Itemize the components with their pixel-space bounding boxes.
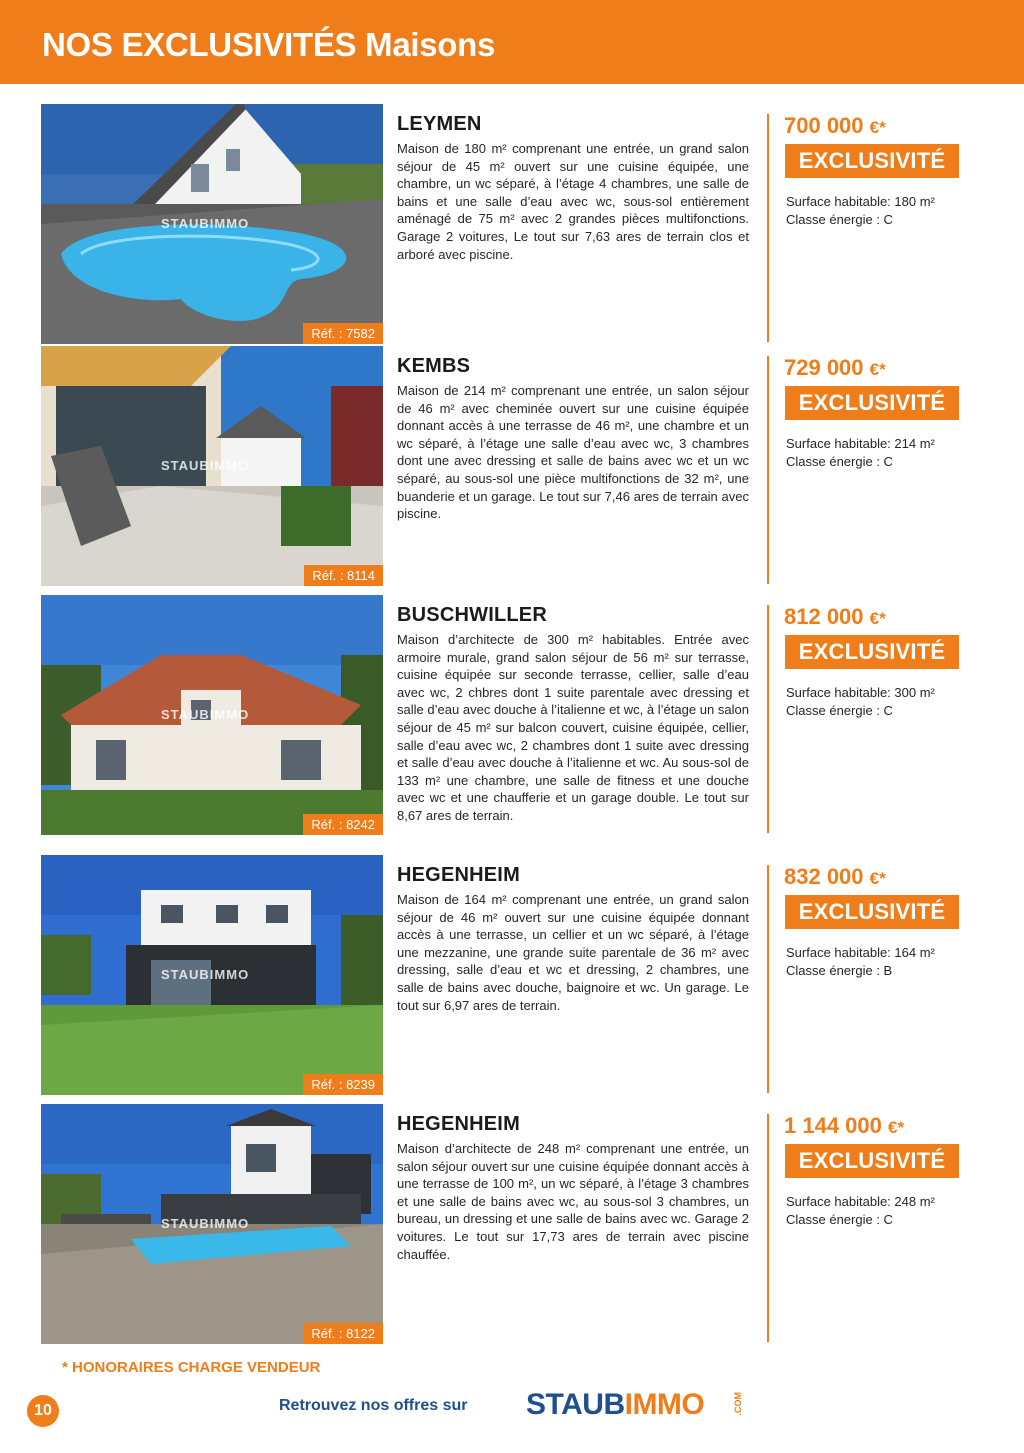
listing-city: BUSCHWILLER bbox=[397, 604, 547, 626]
price-currency: €* bbox=[869, 360, 886, 379]
reference-badge: Réf. : 8114 bbox=[304, 565, 383, 586]
listing-description: Maison de 180 m² comprenant une entrée, un grand salon séjour de 45 m² ouvert sur une cuisine équipée, une chambre, un wc séparé, à l’étage 4 chambres, une salle de bains et une salle d’eau avec wc, sous-sol entièrement aménagé de 75 m² avec 2 grandes pièces multifonctions. Garage 2 voitures, Le tout sur 7,63 ares de terrain clos et arboré avec piscine. bbox=[397, 141, 749, 262]
price-value: 729 000 bbox=[784, 355, 864, 380]
photo-watermark: STAUBIMMO bbox=[161, 458, 250, 473]
listing-description: Maison de 164 m² comprenant une entrée, un grand salon séjour de 46 m² ouvert sur une cuisine équipée donnant accès à une terrasse, un cellier et un wc séparé, à l’étage une mezzanine, une grande suite parentale de 36 m² avec dressing, salle d’eau et wc et dressing, 2 chambres, une salle de bains avec douche, baignoire et wc. Un garage. Le tout sur 6,97 ares de terrain. bbox=[397, 892, 749, 1013]
photo-watermark: STAUBIMMO bbox=[161, 967, 250, 982]
price-currency: €* bbox=[888, 1118, 905, 1137]
listing-specs bbox=[786, 684, 935, 720]
photo-watermark: STAUBIMMO bbox=[161, 707, 250, 722]
surface-label: Surface habitable: 180 m² bbox=[786, 194, 935, 209]
listing-text bbox=[397, 603, 749, 825]
energy-class-label: Classe énergie : B bbox=[786, 963, 893, 978]
energy-class-label: Classe énergie : C bbox=[786, 212, 893, 227]
listing-text bbox=[397, 863, 749, 1014]
price-value: 1 144 000 bbox=[784, 1113, 882, 1138]
exclusivity-badge: EXCLUSIVITÉ bbox=[785, 635, 959, 669]
listing-city: HEGENHEIM bbox=[397, 864, 520, 886]
listing-price bbox=[784, 603, 886, 633]
listing-price bbox=[784, 1112, 904, 1142]
surface-label: Surface habitable: 214 m² bbox=[786, 436, 935, 451]
energy-class-label: Classe énergie : C bbox=[786, 1212, 893, 1227]
listing-photo[interactable] bbox=[41, 346, 383, 586]
reference-badge: Réf. : 8122 bbox=[303, 1323, 383, 1344]
page-title: NOS EXCLUSIVITÉS Maisons bbox=[42, 26, 496, 63]
listing-text bbox=[397, 1112, 749, 1263]
listing-card bbox=[0, 1104, 1024, 1344]
listing-description: Maison de 214 m² comprenant une entrée, un salon séjour de 46 m² avec cheminée ouvert sur une cuisine équipée donnant accès à une terrasse de 46 m², une chambre et un wc séparé, à l’étage une salle d’eau avec wc, 3 chambres dont une avec dressing et salle de bains avec wc et un wc séparé, au sous-sol une pièce multifonctions de 32 m², une buanderie et un garage. Le tout sur 7,46 ares de terrain avec piscine. bbox=[397, 383, 749, 522]
price-currency: €* bbox=[869, 869, 886, 888]
staubimmo-logo[interactable] bbox=[526, 1388, 743, 1422]
listing-price bbox=[784, 112, 886, 142]
photo-watermark: STAUBIMMO bbox=[161, 216, 250, 231]
footer-tagline: Retrouvez nos offres sur bbox=[279, 1397, 468, 1414]
exclusivity-badge: EXCLUSIVITÉ bbox=[785, 1144, 959, 1178]
listing-photo[interactable] bbox=[41, 1104, 383, 1344]
page-header bbox=[0, 0, 1024, 84]
price-value: 700 000 bbox=[784, 113, 864, 138]
divider bbox=[767, 865, 769, 1093]
reference-badge: Réf. : 8242 bbox=[303, 814, 383, 835]
price-currency: €* bbox=[869, 118, 886, 137]
price-value: 812 000 bbox=[784, 604, 864, 629]
divider bbox=[767, 114, 769, 342]
exclusivity-badge: EXCLUSIVITÉ bbox=[785, 386, 959, 420]
surface-label: Surface habitable: 300 m² bbox=[786, 685, 935, 700]
listing-photo[interactable] bbox=[41, 595, 383, 835]
listing-card bbox=[0, 855, 1024, 1095]
listing-specs bbox=[786, 435, 935, 471]
listing-specs bbox=[786, 944, 935, 980]
divider bbox=[767, 605, 769, 833]
listing-text bbox=[397, 112, 749, 263]
listing-city: KEMBS bbox=[397, 355, 471, 377]
reference-badge: Réf. : 8239 bbox=[303, 1074, 383, 1095]
listing-description: Maison d’architecte de 300 m² habitables. Entrée avec armoire murale, grand salon séjour de 56 m² sur terrasse, cuisine équipée sur seconde terrasse, cellier, salle d’eau avec wc, 2 chbres dont 1 suite parentale avec dressing et salle d’eau avec douche à l’italienne et wc, à l’étage un salon séjour de 45 m² sur balcon couvert, cuisine équipée, cellier, salle d’eau avec wc, 2 chambres dont 1 suite avec dressing et salle d’eau avec douche à l’italienne et wc. Au sous-sol de 133 m² une chambre, une salle de fitness et une douche avec wc et une chaufferie et un garage double. Le tout sur 8,67 ares de terrain. bbox=[397, 632, 749, 823]
exclusivity-badge: EXCLUSIVITÉ bbox=[785, 144, 959, 178]
listing-text bbox=[397, 354, 749, 523]
photo-watermark: STAUBIMMO bbox=[161, 1216, 250, 1231]
listing-city: HEGENHEIM bbox=[397, 1113, 520, 1135]
listing-specs bbox=[786, 193, 935, 229]
price-value: 832 000 bbox=[784, 864, 864, 889]
listing-card bbox=[0, 595, 1024, 835]
logo-part-immo: IMMO bbox=[624, 1388, 705, 1421]
listing-city: LEYMEN bbox=[397, 113, 482, 135]
listing-photo[interactable] bbox=[41, 855, 383, 1095]
surface-label: Surface habitable: 164 m² bbox=[786, 945, 935, 960]
listing-description: Maison d’architecte de 248 m² comprenant une entrée, un salon séjour ouvert sur une cuisine équipée donnant accès à une terrasse de 100 m², un wc séparé, à l’étage 3 chambres et une salle de bains avec wc, au sous-sol 3 chambres, un bureau, un dressing et une salle de bains avec wc. Garage 2 voitures. Le tout sur 17,73 ares de terrain avec piscine chauffée. bbox=[397, 1141, 749, 1262]
page-number: 10 bbox=[27, 1395, 59, 1427]
exclusivity-badge: EXCLUSIVITÉ bbox=[785, 895, 959, 929]
fees-footnote: * HONORAIRES CHARGE VENDEUR bbox=[62, 1359, 321, 1376]
listing-card bbox=[0, 346, 1024, 586]
divider bbox=[767, 1114, 769, 1342]
listing-specs bbox=[786, 1193, 935, 1229]
energy-class-label: Classe énergie : C bbox=[786, 703, 893, 718]
reference-badge: Réf. : 7582 bbox=[303, 323, 383, 344]
listing-price bbox=[784, 354, 886, 384]
listing-price bbox=[784, 863, 886, 893]
price-currency: €* bbox=[869, 609, 886, 628]
logo-part-staub: STAUB bbox=[526, 1388, 625, 1421]
divider bbox=[767, 356, 769, 584]
logo-suffix-com: .COM bbox=[733, 1392, 743, 1416]
surface-label: Surface habitable: 248 m² bbox=[786, 1194, 935, 1209]
listing-photo[interactable] bbox=[41, 104, 383, 344]
energy-class-label: Classe énergie : C bbox=[786, 454, 893, 469]
listing-card bbox=[0, 104, 1024, 344]
